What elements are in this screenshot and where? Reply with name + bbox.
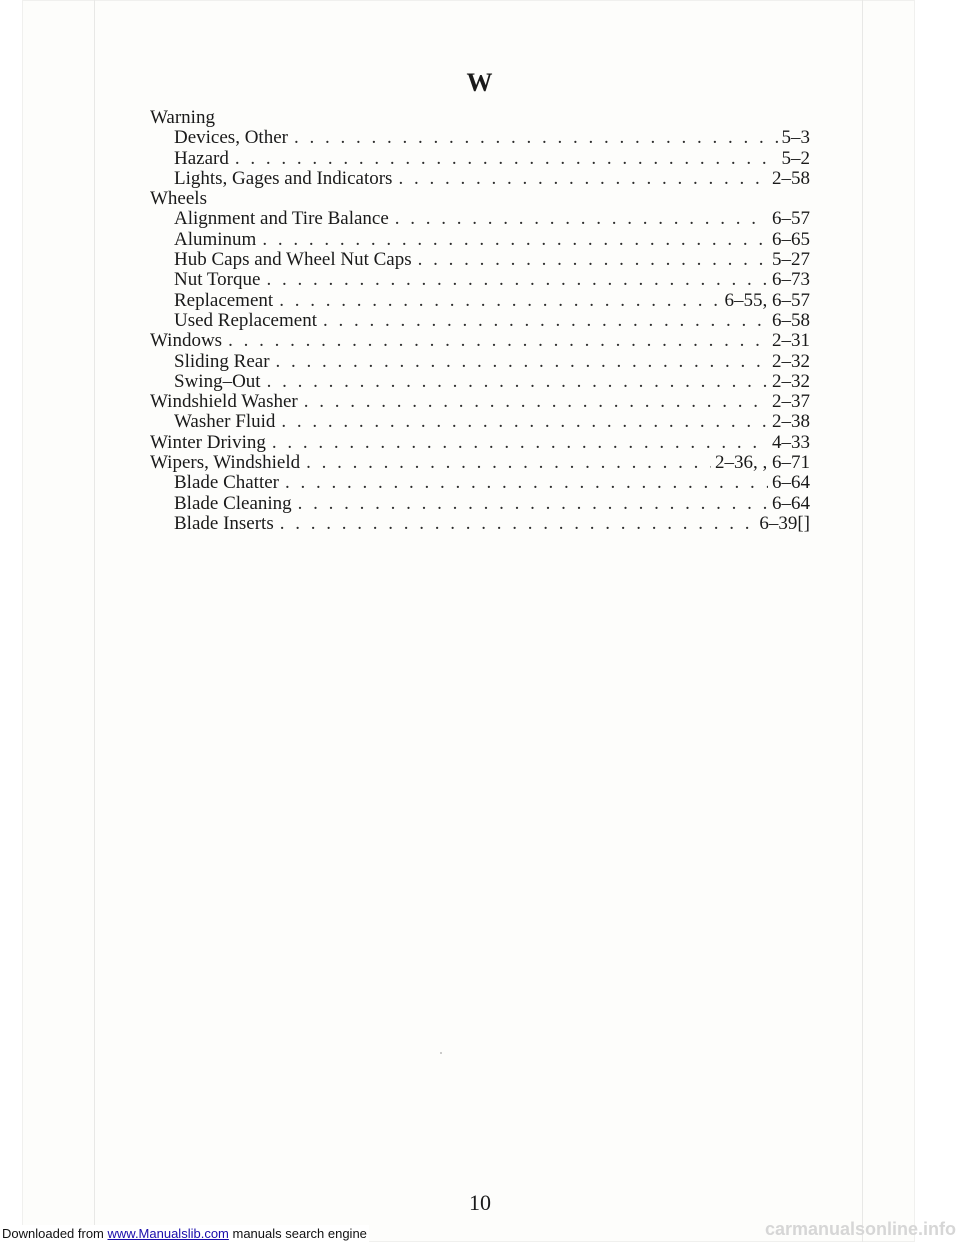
index-term: Alignment and Tire Balance: [174, 208, 389, 230]
dot-leader: [228, 331, 768, 351]
index-entry: [150, 230, 810, 250]
index-term: Devices, Other: [174, 127, 288, 149]
footer-prefix: Downloaded from: [2, 1226, 108, 1241]
dot-leader: [262, 230, 768, 250]
scan-artifact-line: [862, 0, 863, 1242]
index-term: Hazard: [174, 147, 229, 169]
index-term: Nut Torque: [174, 269, 261, 291]
index-entry: [150, 270, 810, 290]
index-term: Hub Caps and Wheel Nut Caps: [174, 249, 412, 271]
dot-leader: [306, 453, 711, 473]
dot-leader: [281, 412, 768, 432]
download-footer: [0, 1225, 369, 1242]
index-entry: [150, 311, 810, 331]
scan-artifact-line: [94, 0, 95, 1242]
index-entry: [150, 494, 810, 514]
index-term: Blade Cleaning: [174, 492, 292, 514]
dot-leader: [304, 392, 768, 412]
index-term: Winter Driving: [150, 431, 266, 453]
index-term: Windshield Washer: [150, 391, 298, 413]
index-term: Replacement: [174, 289, 274, 311]
dot-leader: [395, 209, 768, 229]
index-page-ref: 2–37: [772, 391, 810, 413]
index-page-ref: 6–39[]: [759, 512, 810, 534]
dot-leader: [276, 352, 768, 372]
dot-leader: [323, 311, 768, 331]
index-term: Wipers, Windshield: [150, 452, 301, 474]
index-page-ref: 5–27: [772, 249, 810, 271]
index-page-ref: 6–73: [772, 269, 810, 291]
index-term: Lights, Gages and Indicators: [174, 167, 393, 189]
scan-speck: [440, 1052, 442, 1054]
index-term: Swing–Out: [174, 370, 261, 392]
index-entry: [150, 412, 810, 432]
watermark-text: carmanualsonline.info: [764, 1219, 956, 1239]
dot-leader: [298, 494, 768, 514]
index-entry: [150, 473, 810, 493]
index-page-ref: 6–58: [772, 309, 810, 331]
dot-leader: [272, 433, 768, 453]
index-entry: [150, 514, 810, 534]
index-term: Aluminum: [174, 228, 257, 250]
index-page-ref: 6–64: [772, 492, 810, 514]
index-term: Washer Fluid: [174, 411, 276, 433]
index-page-ref: 2–31: [772, 330, 810, 352]
index-page-ref: 5–2: [781, 147, 810, 169]
section-letter-heading: W: [466, 68, 494, 97]
index-page-ref: 2–32: [772, 350, 810, 372]
index-page-ref: 4–33: [772, 431, 810, 453]
index-entry: [150, 392, 810, 412]
index-term: Used Replacement: [174, 309, 317, 331]
dot-leader: [398, 169, 768, 189]
index-entry: [150, 149, 810, 169]
index-page-ref: 6–64: [772, 472, 810, 494]
index-entry: [150, 433, 810, 453]
index-page-ref: 2–38: [772, 411, 810, 433]
dot-leader: [267, 372, 768, 392]
index-entry: [150, 372, 810, 392]
index-term: Windows: [150, 330, 223, 352]
dot-leader: [266, 270, 768, 290]
footer-suffix: manuals search engine: [228, 1226, 367, 1241]
index-entry: [150, 108, 810, 128]
index-term: Blade Chatter: [174, 472, 279, 494]
index-entry: [150, 209, 810, 229]
dot-leader: [285, 473, 768, 493]
index-entry: [150, 169, 810, 189]
index-page-ref: 2–58: [772, 167, 810, 189]
index-term: Warning: [150, 107, 215, 128]
index-term: Wheels: [150, 188, 207, 210]
index-entry: [150, 453, 810, 473]
index-page-ref: 6–65: [772, 228, 810, 250]
index-entry: [150, 128, 810, 148]
index-entry: [150, 189, 810, 209]
manualslib-link[interactable]: www.Manualslib.com: [107, 1226, 229, 1241]
index-term: Blade Inserts: [174, 512, 274, 534]
index-entry: [150, 250, 810, 270]
index-page-ref: 5–3: [781, 127, 810, 149]
index-list: [150, 108, 810, 534]
page-number: 10: [469, 1190, 491, 1215]
dot-leader: [280, 514, 756, 534]
index-page-ref: 6–55, 6–57: [724, 289, 810, 311]
dot-leader: [294, 128, 778, 148]
index-entry: [150, 352, 810, 372]
index-entry: [150, 291, 810, 311]
index-entry: [150, 331, 810, 351]
index-page-ref: 6–57: [772, 208, 810, 230]
dot-leader: [418, 250, 768, 270]
index-page-ref: 2–36, , 6–71: [715, 452, 810, 474]
dot-leader: [279, 291, 720, 311]
index-page-ref: 2–32: [772, 370, 810, 392]
dot-leader: [235, 149, 778, 169]
index-term: Sliding Rear: [174, 350, 270, 372]
